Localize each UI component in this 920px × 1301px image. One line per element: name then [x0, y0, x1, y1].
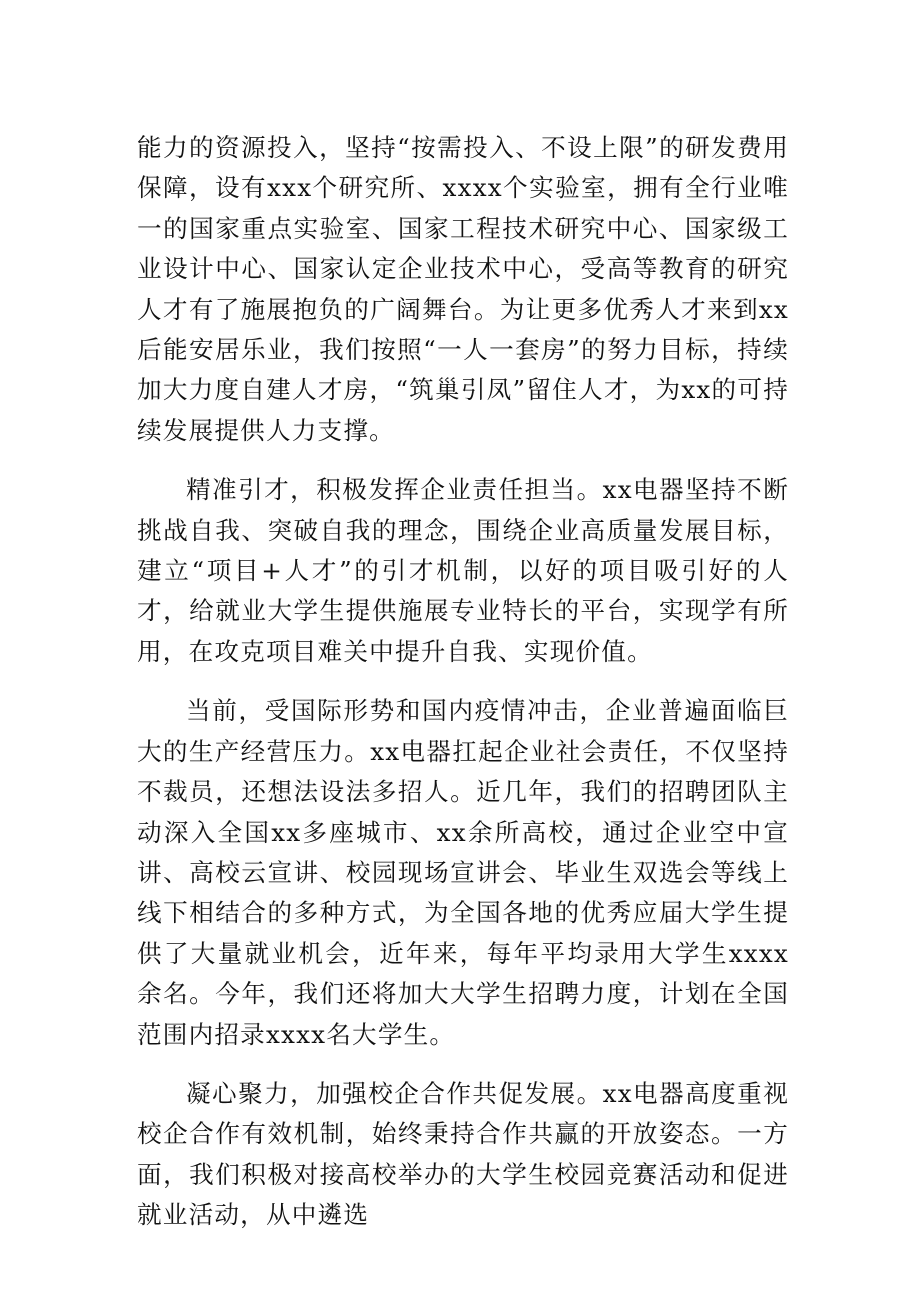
document-body — [137, 128, 789, 1255]
paragraph-1: 能力的资源投入，坚持“按需投入、不设上限”的研发费用保障，设有xxx个研究所、xxxx个实验室，拥有全行业唯一的国家重点实验室、国家工程技术研究中心、国家级工业设计中心、国家认定企业技术中心，受高等教育的研究人才有了施展抱负的广阔舞台。为让更多优秀人才来到xx后能安居乐业，我们按照“一人一套房”的努力目标，持续加大力度自建人才房，“筑巢引凤”留住人才，为xx的可持续发展提供人力支撑。 — [137, 133, 789, 445]
paragraph-3: 当前，受国际形势和国内疫情冲击，企业普遍面临巨大的生产经营压力。xx电器扛起企业社会责任，不仅坚持不裁员，还想法设法多招人。近几年，我们的招聘团队主动深入全国xx多座城市、xx余所高校，通过企业空中宣讲、高校云宣讲、校园现场宣讲会、毕业生双选会等线上线下相结合的多种方式，为全国各地的优秀应届大学生提供了大量就业机会，近年来，每年平均录用大学生xxxx余名。今年，我们还将加大大学生招聘力度，计划在全国范围内招录xxxx名大学生。 — [137, 696, 789, 1049]
paragraph-4: 凝心聚力，加强校企合作共促发展。xx电器高度重视校企合作有效机制，始终秉持合作共赢的开放姿态。一方面，我们积极对接高校举办的大学生校园竞赛活动和促进就业活动，从中遴选 — [137, 1078, 789, 1230]
paragraph-2: 精准引才，积极发挥企业责任担当。xx电器坚持不断挑战自我、突破自我的理念，围绕企业高质量发展目标，建立“项目+人才”的引才机制，以好的项目吸引好的人才，给就业大学生提供施展专业特长的平台，实现学有所用，在攻克项目难关中提升自我、实现价值。 — [137, 475, 789, 666]
